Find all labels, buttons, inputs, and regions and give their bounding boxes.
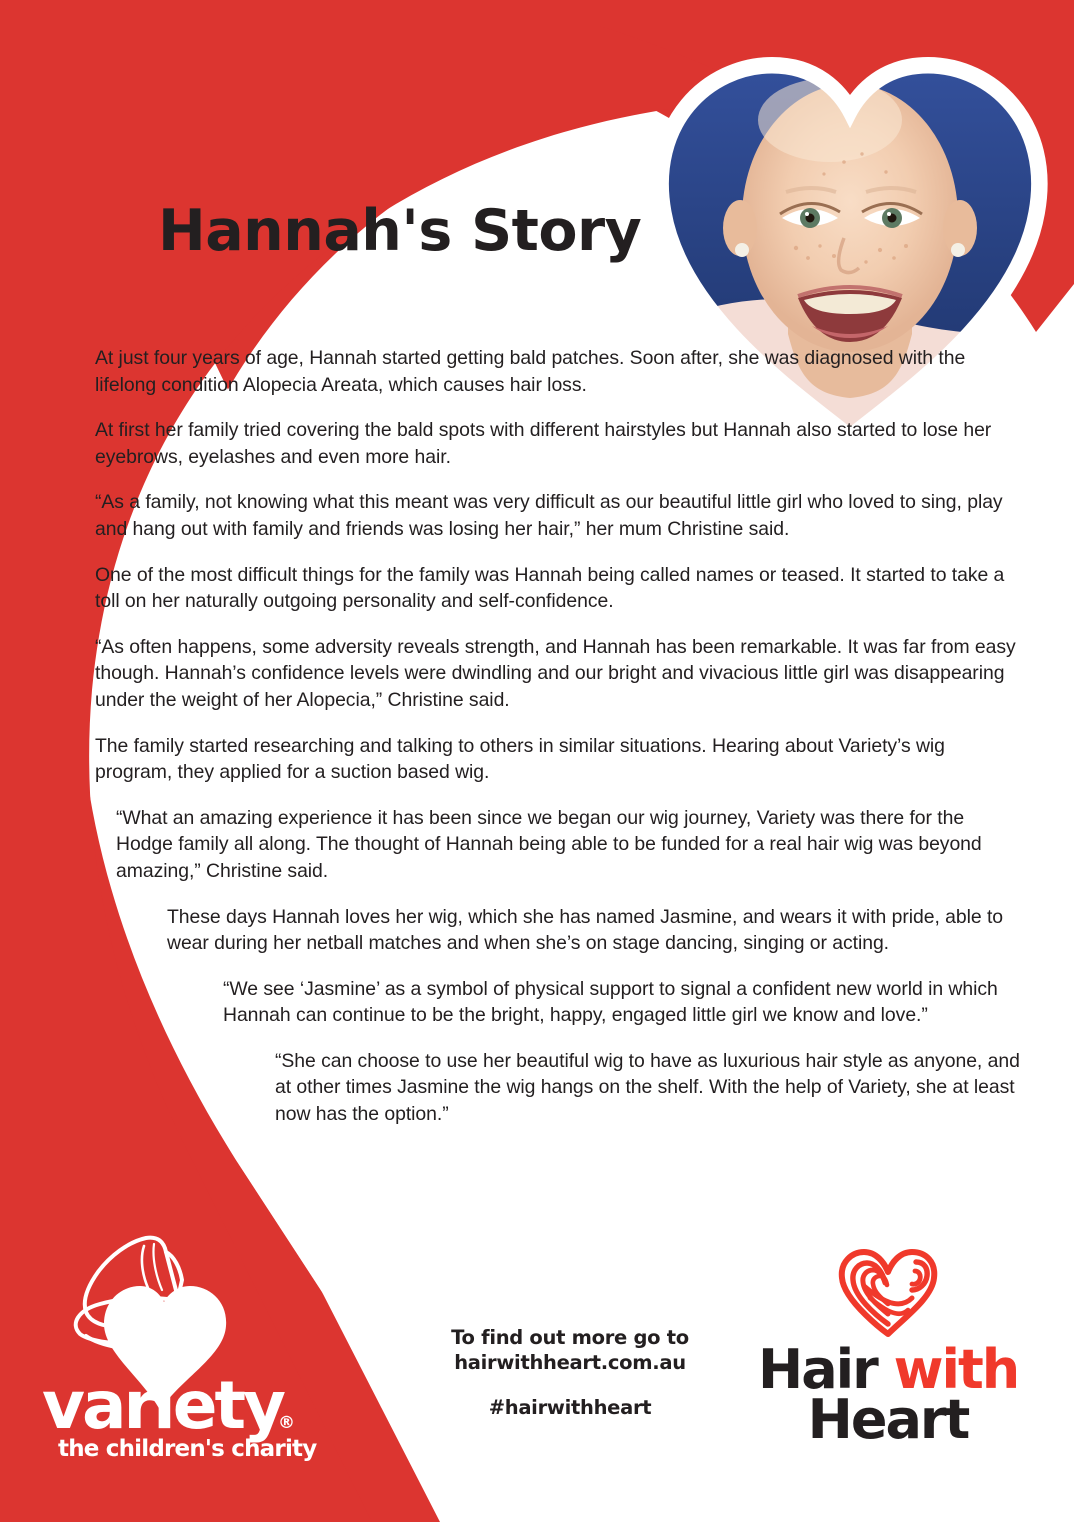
story-paragraph: The family started researching and talking to others in similar situations. Hearing about Variety’s wig program, they applied for a suction based wig. bbox=[95, 734, 945, 784]
story-paragraph: “As often happens, some adversity reveals strength, and Hannah has been remarkable. It was far from easy though. Hannah’s confidence levels were dwindling and our bright and vivacious little girl was disappearing under the weight of her Alopecia,” Christine said. bbox=[95, 635, 1016, 711]
ribbon-heart-icon bbox=[834, 1248, 942, 1340]
variety-wordmark: variety bbox=[42, 1367, 284, 1444]
cta-website-link[interactable]: hairwithheart.com.au bbox=[454, 1351, 686, 1374]
story-paragraph: One of the most difficult things for the family was Hannah being called names or teased. It started to take a toll on her naturally outgoing personality and self-confidence. bbox=[95, 563, 1005, 613]
cta-line-1: To find out more go to bbox=[451, 1326, 689, 1349]
registered-mark: ® bbox=[278, 1413, 295, 1433]
logo-word-with: with bbox=[893, 1338, 1019, 1401]
story-quote: “What an amazing experience it has been since we began our wig journey, Variety was there for the Hodge family all along. The thought of Hannah being able to be funded for a real hair wig was beyond amazing,” Christine said. bbox=[116, 806, 982, 882]
variety-tagline: the children's charity bbox=[58, 1436, 317, 1462]
story-quote: These days Hannah loves her wig, which she has named Jasmine, and wears it with pride, able to wear during her netball matches and when she’s on stage dancing, singing or acting. bbox=[167, 905, 1004, 955]
logo-word-hair: Hair bbox=[758, 1338, 877, 1401]
story-quote: “We see ‘Jasmine’ as a symbol of physical support to signal a confident new world in which Hannah can continue to be the bright, happy, engaged little girl we know and love.” bbox=[223, 977, 998, 1027]
story-paragraph: At first her family tried covering the bald spots with different hairstyles but Hannah also started to lose her eyebrows, eyelashes and even more hair. bbox=[95, 419, 992, 468]
cta-hashtag: #hairwithheart bbox=[488, 1396, 652, 1419]
logo-word-heart: Heart bbox=[807, 1387, 969, 1451]
cta-block bbox=[420, 1325, 720, 1419]
story-paragraph: “As a family, not knowing what this meant was very difficult as our beautiful little girl who loved to sing, play and hang out with family and friends was losing her hair,” her mum Christine said. bbox=[95, 491, 1003, 540]
story-paragraph: At just four years of age, Hannah started getting bald patches. Soon after, she was diagnosed with the lifelong condition Alopecia Areata, which causes hair loss. bbox=[95, 347, 966, 396]
hair-with-heart-wordmark bbox=[758, 1338, 1019, 1451]
story-quote: “She can choose to use her beautiful wig to have as luxurious hair style as anyone, and at other times Jasmine the wig hangs on the shelf. With the help of Variety, she at least now has the option.” bbox=[275, 1049, 1020, 1126]
hair-with-heart-logo bbox=[758, 1248, 1018, 1463]
page-title: Hannah's Story bbox=[158, 198, 642, 264]
variety-logo bbox=[42, 1228, 317, 1463]
story-body bbox=[95, 345, 1020, 1147]
